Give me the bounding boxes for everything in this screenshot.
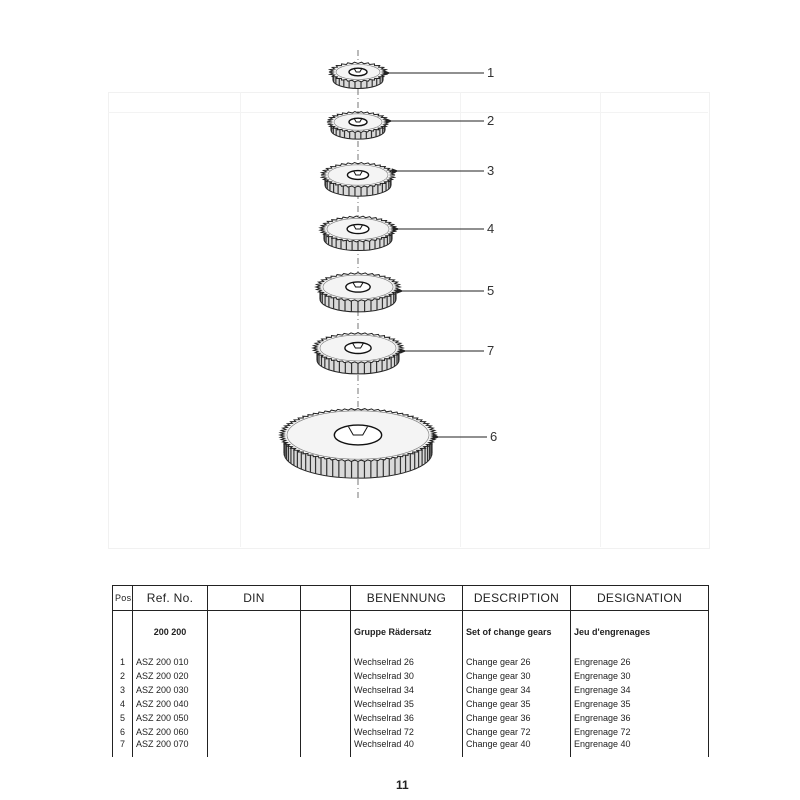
row-benennung: Wechselrad 26 bbox=[351, 655, 463, 669]
page-number: 11 bbox=[396, 778, 409, 792]
gear-34-icon bbox=[321, 163, 395, 197]
row-benennung: Wechselrad 30 bbox=[351, 669, 463, 683]
callout-5: 5 bbox=[487, 283, 495, 298]
row-benennung: Wechselrad 35 bbox=[351, 697, 463, 711]
row-ref: ASZ 200 010 bbox=[133, 655, 208, 669]
row-pos: 3 bbox=[113, 683, 133, 697]
group-row bbox=[113, 621, 709, 643]
gear-30-icon bbox=[327, 112, 389, 140]
row-ref: ASZ 200 060 bbox=[133, 725, 208, 739]
row-pos: 2 bbox=[113, 669, 133, 683]
callout-2: 2 bbox=[487, 113, 495, 128]
row-ref: ASZ 200 050 bbox=[133, 711, 208, 725]
row-designation: Engrenage 34 bbox=[571, 683, 709, 697]
gear-36-icon bbox=[316, 273, 400, 312]
gear-72-icon bbox=[280, 409, 436, 479]
group-benennung: Gruppe Rädersatz bbox=[351, 621, 463, 643]
row-benennung: Wechselrad 72 bbox=[351, 725, 463, 739]
row-designation: Engrenage 40 bbox=[571, 739, 709, 757]
header-pos: Pos. bbox=[113, 586, 133, 611]
row-description: Change gear 26 bbox=[463, 655, 571, 669]
row-pos: 5 bbox=[113, 711, 133, 725]
row-description: Change gear 40 bbox=[463, 739, 571, 757]
row-pos: 6 bbox=[113, 725, 133, 739]
row-designation: Engrenage 26 bbox=[571, 655, 709, 669]
header-benennung: BENENNUNG bbox=[351, 586, 463, 611]
row-benennung: Wechselrad 36 bbox=[351, 711, 463, 725]
header-din: DIN bbox=[208, 586, 301, 611]
table-row bbox=[113, 711, 709, 725]
callout-4: 4 bbox=[487, 221, 495, 236]
row-designation: Engrenage 72 bbox=[571, 725, 709, 739]
row-pos: 7 bbox=[113, 739, 133, 757]
row-pos: 1 bbox=[113, 655, 133, 669]
parts-table bbox=[112, 585, 709, 757]
row-ref: ASZ 200 040 bbox=[133, 697, 208, 711]
row-ref: ASZ 200 030 bbox=[133, 683, 208, 697]
table-row bbox=[113, 655, 709, 669]
row-description: Change gear 36 bbox=[463, 711, 571, 725]
callout-1: 1 bbox=[487, 65, 495, 80]
row-designation: Engrenage 35 bbox=[571, 697, 709, 711]
group-description: Set of change gears bbox=[463, 621, 571, 643]
table-row bbox=[113, 697, 709, 711]
header-description: DESCRIPTION bbox=[463, 586, 571, 611]
row-description: Change gear 72 bbox=[463, 725, 571, 739]
gear-26-icon bbox=[329, 62, 387, 88]
row-ref: ASZ 200 070 bbox=[133, 739, 208, 757]
gear-35-icon bbox=[320, 216, 396, 250]
row-benennung: Wechselrad 34 bbox=[351, 683, 463, 697]
table-row bbox=[113, 669, 709, 683]
row-ref: ASZ 200 020 bbox=[133, 669, 208, 683]
gear-40-icon bbox=[313, 333, 403, 374]
header-ref: Ref. No. bbox=[133, 586, 208, 611]
row-pos: 4 bbox=[113, 697, 133, 711]
table-row bbox=[113, 739, 709, 757]
row-description: Change gear 35 bbox=[463, 697, 571, 711]
table-row bbox=[113, 683, 709, 697]
row-description: Change gear 34 bbox=[463, 683, 571, 697]
group-designation: Jeu d'engrenages bbox=[571, 621, 709, 643]
callout-7: 7 bbox=[487, 343, 495, 358]
callout-3: 3 bbox=[487, 163, 495, 178]
row-description: Change gear 30 bbox=[463, 669, 571, 683]
group-ref: 200 200 bbox=[133, 621, 208, 643]
row-designation: Engrenage 30 bbox=[571, 669, 709, 683]
header-blank bbox=[301, 586, 351, 611]
callout-6: 6 bbox=[490, 429, 498, 444]
row-benennung: Wechselrad 40 bbox=[351, 739, 463, 757]
row-designation: Engrenage 36 bbox=[571, 711, 709, 725]
header-designation: DESIGNATION bbox=[571, 586, 709, 611]
table-row bbox=[113, 725, 709, 739]
table-header-row bbox=[113, 586, 709, 611]
